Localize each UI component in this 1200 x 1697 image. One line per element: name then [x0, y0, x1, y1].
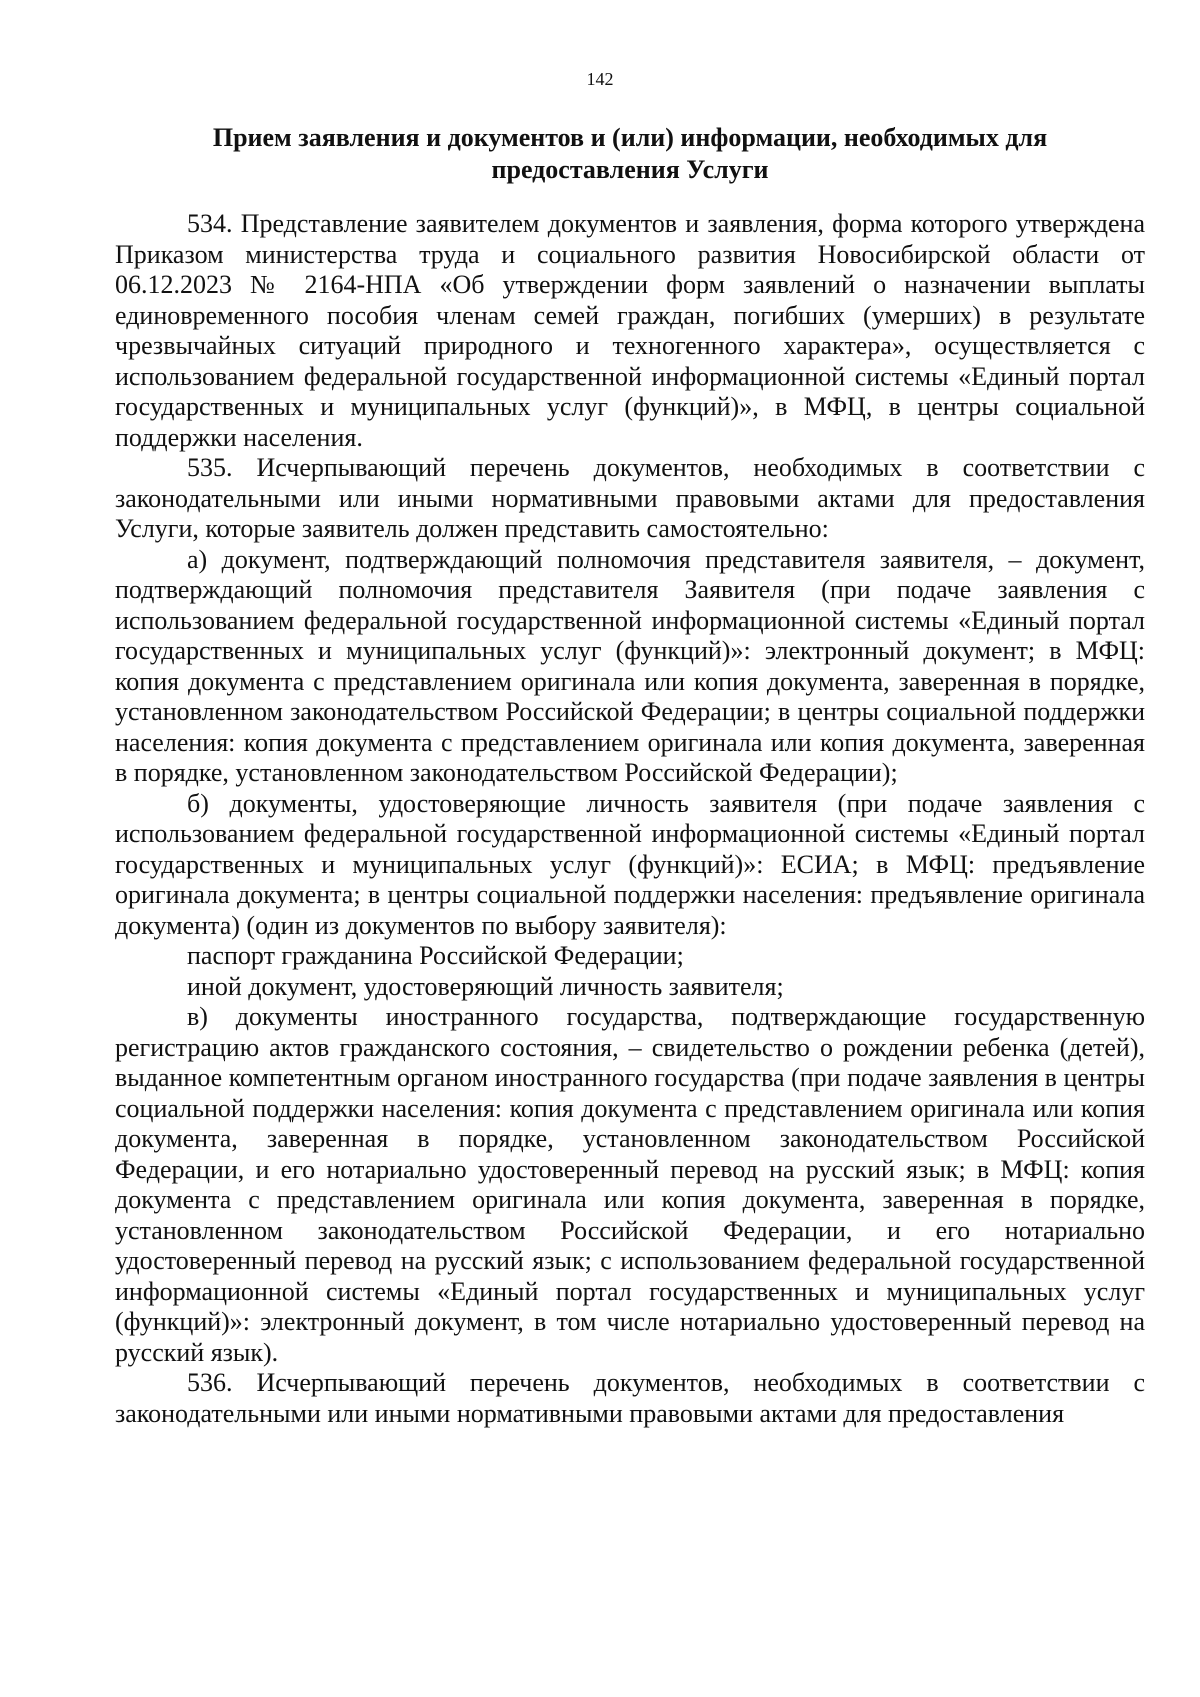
- list-item-other-document: иной документ, удостоверяющий личность заявителя;: [187, 971, 784, 1001]
- paragraph-536: 536. Исчерпывающий перечень документов, необходимых в соответствии с законодательными или иными нормативными правовыми актами для предоставления: [115, 1368, 1145, 1428]
- paragraph-534: 534. Представление заявителем документов и заявления, форма которого утверждена Приказом министерства труда и социального развития Новосибирской области от 06.12.2023 № 2164-НПА «Об утверждении форм заявлений о назначении выплаты единовременного пособия членам семей граждан, погибших (умерших) в результате чрезвычайных ситуаций природного и техногенного характера», осуществляется с использованием федеральной государственной информационной системы «Единый портал государственных и муниципальных услуг (функций)», в МФЦ, в центры социальной поддержки населения.: [115, 209, 1145, 452]
- body-text: [115, 209, 1145, 1429]
- section-heading-line-1: Прием заявления и документов и (или) информации, необходимых для: [212, 123, 1048, 152]
- list-item-passport: паспорт гражданина Российской Федерации;: [187, 941, 684, 970]
- paragraph-535-v: в) документы иностранного государства, подтверждающие государственную регистрацию актов гражданского состояния, – свидетельство о рождении ребенка (детей), выданное компетентным органом иностранного государства (при подаче заявления в центры социальной поддержки населения: копия документа с представлением оригинала или копия документа, заверенная в порядке, установленном законодательством Российской Федерации, и его нотариально удостоверенный перевод на русский язык; в МФЦ: копия документа с представлением оригинала или копия документа, заверенная в порядке, установленном законодательством Российской Федерации, и его нотариально удостоверенный перевод на русский язык; с использованием федеральной государственной информационной системы «Единый портал государственных и муниципальных услуг (функций)»: электронный документ, в том числе нотариально удостоверенный перевод на русский язык).: [115, 1002, 1145, 1367]
- paragraph-535: 535. Исчерпывающий перечень документов, необходимых в соответствии с законодательными или иными нормативными правовыми актами для предоставления Услуги, которые заявитель должен представить самостоятельно:: [115, 453, 1145, 543]
- section-heading: [115, 122, 1145, 186]
- paragraph-535-b: б) документы, удостоверяющие личность заявителя (при подаче заявления с использованием федеральной государственной информационной системы «Единый портал государственных и муниципальных услуг (функций)»: ЕСИА; в МФЦ: предъявление оригинала документа; в центры социальной поддержки населения: предъявление оригинала документа) (один из документов по выбору заявителя):: [115, 788, 1145, 940]
- paragraph-535-a: а) документ, подтверждающий полномочия представителя заявителя, – документ, подтверждающий полномочия представителя Заявителя (при подаче заявления с использованием федеральной государственной информационной системы «Единый портал государственных и муниципальных услуг (функций)»: электронный документ; в МФЦ: копия документа с представлением оригинала или копия документа, заверенная в порядке, установленном законодательством Российской Федерации; в центры социальной поддержки населения: копия документа с представлением оригинала или копия документа, заверенная в порядке, установленном законодательством Российской Федерации);: [115, 544, 1145, 787]
- page-number: 142: [586, 69, 614, 89]
- section-heading-line-2: предоставления Услуги: [491, 155, 769, 184]
